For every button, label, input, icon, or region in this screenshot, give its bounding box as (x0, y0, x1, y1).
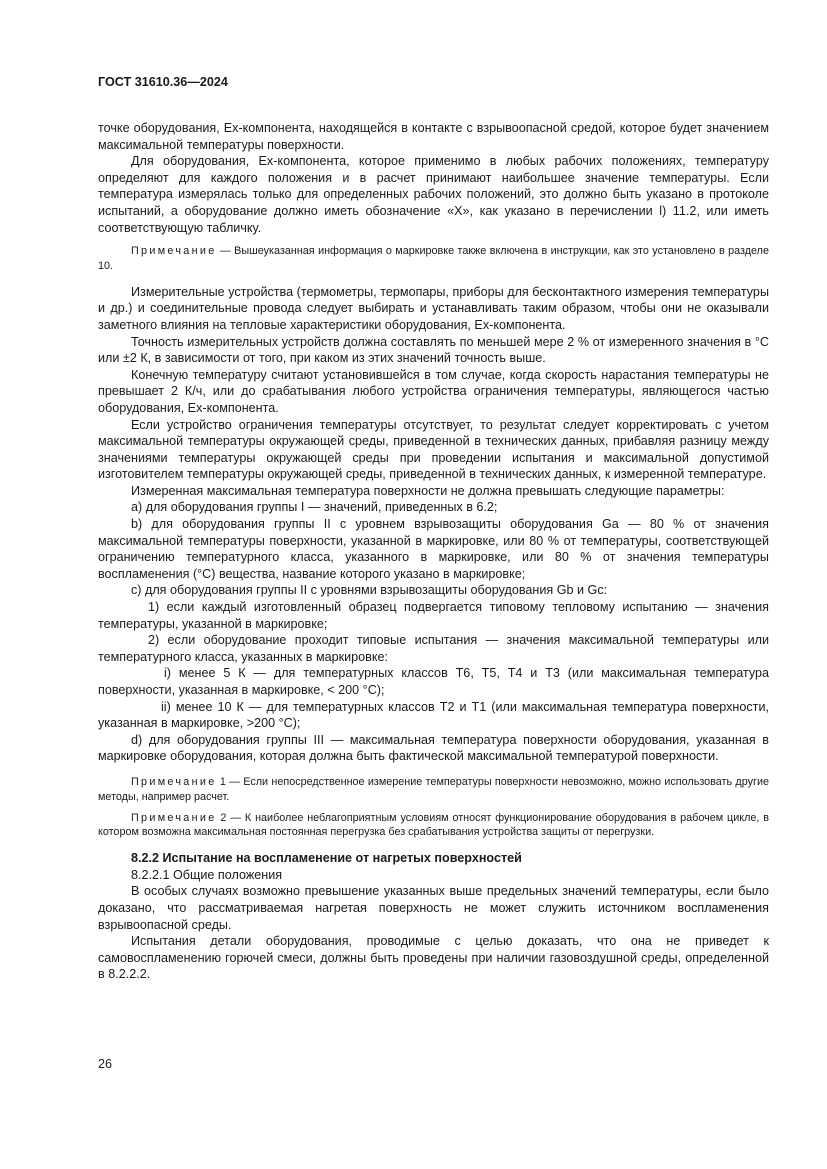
list-item-c1: 1) если каждый изготовленный образец подвергается типовому тепловому испытанию — значения температуры, указанной в маркировке; (98, 600, 769, 631)
section-heading: 8.2.2 Испытание на воспламенение от нагретых поверхностей (131, 851, 522, 866)
note-text: 1 — Если непосредственное измерение температуры поверхности невозможно, можно использовать другие методы, например расчет. (98, 775, 769, 803)
note (98, 811, 769, 841)
subsection-heading: 8.2.2.1 Общие положения (131, 867, 283, 882)
list-item-a: a) для оборудования группы I — значений, приведенных в 6.2; (131, 500, 498, 515)
note (98, 244, 769, 274)
note-label: Примечание (131, 811, 217, 824)
list-item-b: b) для оборудования группы II с уровнем взрывозащиты оборудования Ga — 80 % от значения максимальной температуры поверхности, указанной в маркировке, или 80 % от температуры, соответствующей ограничению температурного класса, указанного в маркировке, или 80 % от значения температуры воспламенения (°C) вещества, название которого указано в маркировке; (98, 517, 769, 581)
note-label: Примечание (131, 245, 217, 258)
list-item-d: d) для оборудования группы III — максимальная температура поверхности оборудования, указанная в маркировке оборудования, которая должна быть фактической максимальной температурой поверхности. (98, 732, 769, 764)
document-code: ГОСТ 31610.36—2024 (98, 75, 228, 89)
note-text: 2 — К наиболее неблагоприятным условиям относят функционирование оборудования в рабочем цикле, в котором возможна максимальная постоянная перегрузка без срабатывания устройства защиты от перегрузки. (98, 811, 769, 839)
page-body (98, 120, 769, 983)
paragraph: Для оборудования, Ex-компонента, которое применимо в любых рабочих положениях, температуру определяют для каждого положения и в расчет принимают наибольшее значение температуры. Если температура измерялась только для определенных рабочих положений, это должно быть указано в протоколе испытаний, а оборудование должно иметь обозначение «Х», как указано в перечислении l) 11.2, или иметь соответствующую табличку. (98, 154, 769, 235)
page-number: 26 (98, 1057, 113, 1071)
paragraph: Испытания детали оборудования, проводимые с целью доказать, что она не приведет к самовоспламенению горючей смеси, должны быть проведены при наличии газовоздушной среды, определенной в 8.2.2.2. (98, 934, 769, 982)
paragraph: Конечную температуру считают установившейся в том случае, когда скорость нарастания температуры не превышает 2 К/ч, или до срабатывания любого устройства ограничения температуры, являющегося частью оборудования, Ex-компонента. (98, 367, 769, 415)
list-item-c2: 2) если оборудование проходит типовые испытания — значения максимальной температуры или температурного класса, указанных в маркировке: (98, 633, 769, 664)
paragraph: Точность измерительных устройств должна составлять по меньшей мере 2 % от измеренного значения в °C или ±2 К, в зависимости от того, при каком из этих значений точность выше. (98, 334, 769, 366)
note (98, 775, 769, 805)
list-item-ci: i) менее 5 К — для температурных классов Т6, Т5, Т4 и Т3 (или максимальная температура поверхности, указанная в маркировке, < 200 °C); (98, 666, 769, 697)
paragraph: Измеренная максимальная температура поверхности не должна превышать следующие параметры: (131, 483, 725, 498)
list-item-cii: ii) менее 10 К — для температурных классов Т2 и Т1 (или максимальная температура поверхности, указанная в маркировке, >200 °C); (98, 699, 769, 731)
paragraph: В особых случаях возможно превышение указанных выше предельных значений температуры, если было доказано, что рассматриваемая нагретая поверхность не может служить источником воспламенения взрывоопасной среды. (98, 884, 769, 932)
paragraph: Измерительные устройства (термометры, термопары, приборы для бесконтактного измерения температуры и др.) и соединительные провода следует выбирать и устанавливать таким образом, чтобы они не оказывали заметного влияния на тепловые характеристики оборудования, Ex-компонента. (98, 284, 769, 332)
note-text: — Вышеуказанная информация о маркировке также включена в инструкции, как это установлено в разделе 10. (98, 245, 769, 272)
paragraph: Если устройство ограничения температуры отсутствует, то результат следует корректировать с учетом максимальной температуры окружающей среды, приведенной в технических данных, прибавляя разницу между значениями температуры окружающей среды при проведении испытания и максимальной допустимой изготовителем температуры окружающей среды, приведенной в технических данных, к измеренной температуре. (98, 417, 769, 482)
list-item-c: c) для оборудования группы II с уровнями взрывозащиты оборудования Gb и Gc: (131, 583, 608, 598)
paragraph: точке оборудования, Ex-компонента, находящейся в контакте с взрывоопасной средой, которое будет значением максимальной температуры поверхности. (98, 121, 769, 152)
note-label: Примечание (131, 775, 217, 788)
